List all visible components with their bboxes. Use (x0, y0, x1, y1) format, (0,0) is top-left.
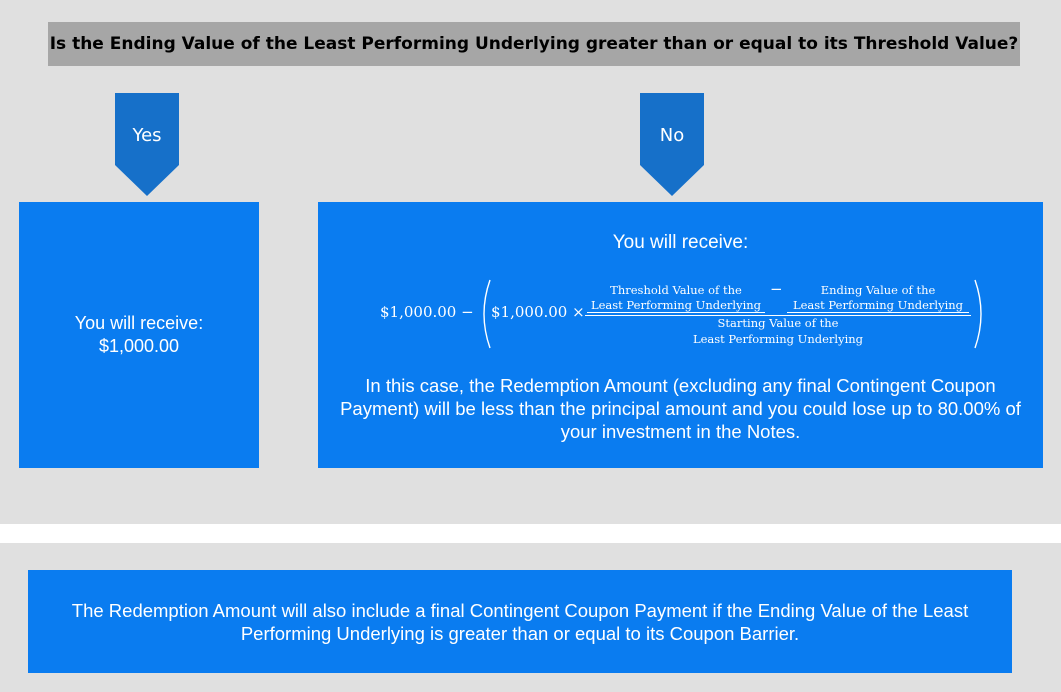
yes-arrow (115, 93, 179, 197)
denominator-line1: Starting Value of the (717, 316, 839, 330)
redemption-formula (380, 278, 990, 350)
coupon-note-box (28, 570, 1012, 673)
yes-receive-amount: $1,000.00 (98, 336, 180, 356)
yes-receive-line1: You will receive: (74, 313, 204, 333)
no-label: No (659, 125, 685, 146)
formula-minus: − (770, 280, 783, 298)
numerator-right-line1: Ending Value of the (820, 283, 936, 297)
formula-principal: $1,000.00 − (380, 303, 474, 321)
denominator-line2: Least Performing Underlying (692, 332, 864, 346)
numerator-right-underline (787, 312, 969, 313)
formula-principal-times: $1,000.00 × (491, 303, 585, 321)
numerator-left-underline (587, 312, 765, 313)
numerator-left-line1: Threshold Value of the (610, 283, 742, 297)
no-outcome-description: In this case, the Redemption Amount (excluding any final Contingent Coupon Payment) will be less than the principal amount and you could lose up to 80.00% of your investment in the Notes. (340, 375, 1021, 442)
right-paren-icon (972, 278, 988, 350)
yes-outcome-box (19, 202, 259, 468)
no-outcome-box (318, 202, 1043, 468)
numerator-right-line2: Least Performing Underlying (792, 298, 964, 312)
coupon-note-text: The Redemption Amount will also include a final Contingent Coupon Payment if the Ending Value of the Least Performing Underlying is greater than or equal to its Coupon Barrier. (71, 599, 969, 644)
no-receive-title: You will receive: (612, 232, 749, 253)
no-arrow (640, 93, 704, 197)
yes-label: Yes (132, 125, 162, 146)
question-text: Is the Ending Value of the Least Performing Underlying greater than or equal to its Threshold Value? (49, 34, 1019, 54)
question-bar (48, 22, 1020, 66)
numerator-left-line2: Least Performing Underlying (590, 298, 762, 312)
